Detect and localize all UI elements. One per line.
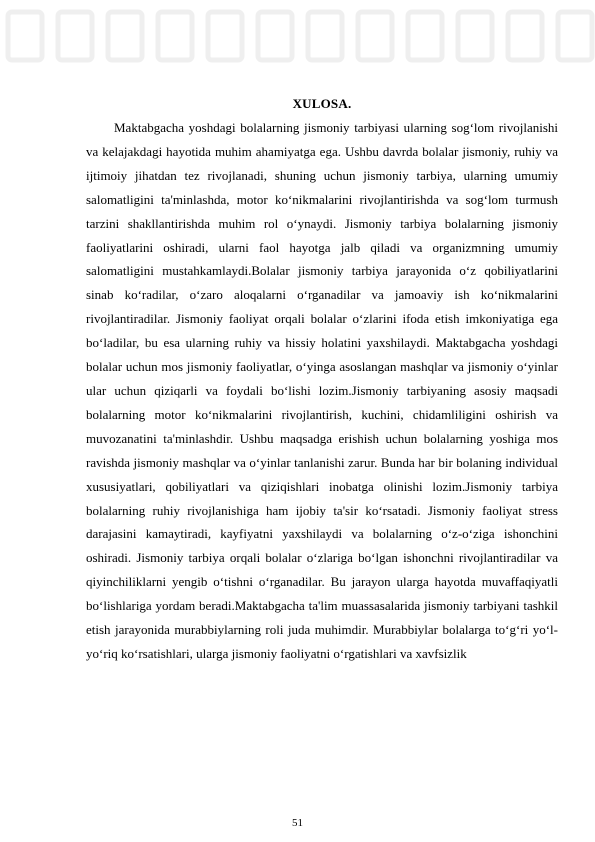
body-paragraph: Maktabgacha yoshdagi bolalarning jismoniy tarbiyasi ularning sog‘lom rivojlanishi va kelajakdagi hayotida muhim ahamiyatga ega. Ushbu davrda bolalar jismoniy, ruhiy va ijtimoiy jihatdan tez rivojlanadi, shuning uchun jismoniy tarbiya, ularning umumiy salomatligini ta'minlashda, motor ko‘nikmalarini rivojlantirishda va sog‘lom turmush tarzini shakllantirishda muhim rol o‘ynaydi. Jismoniy tarbiya bolalarning jismoniy faoliyatlarini oshiradi, ularni faol hayotga jalb qiladi va organizmning umumiy salomatligini mustahkamlaydi.Bolalar jismoniy tarbiya jarayonida o‘z qobiliyatlarini sinab ko‘radilar, o‘zaro aloqalarni o‘rganadilar va jamoaviy ish ko‘nikmalarini rivojlantiradilar. Jismoniy faoliyat orqali bolalar o‘zlarini ifoda etish imkoniyatiga ega bo‘ladilar, bu esa ularning ruhiy va hissiy holatini yaxshilaydi. Maktabgacha yoshdagi bolalar uchun mos jismoniy faoliyatlar, o‘yinga asoslangan mashqlar va jismoniy o‘yinlar ular uchun qiziqarli va foydali bo‘lishi lozim.Jismoniy tarbiyaning asosiy maqsadi bolalarning motor ko‘nikmalarini rivojlantirish, kuchini, chidamliligini oshirish va muvozanatini ta'minlashdir. Ushbu maqsadga erishish uchun bolalarning yoshiga mos ravishda jismoniy mashqlar va o‘yinlar tanlanishi zarur. Bunda har bir bolaning individual xususiyatlari, qobiliyatlari va qiziqishlari inobatga olinishi lozim.Jismoniy tarbiya bolalarning ruhiy rivojlanishiga ham ijobiy ta'sir ko‘rsatadi. Jismoniy faoliyat stress darajasini kamaytiradi, kayfiyatni yaxshilaydi va bolalarning o‘z-o‘ziga ishonchini oshiradi. Jismoniy tarbiya orqali bolalar o‘zlariga bo‘lgan ishonchni rivojlantiradilar va qiyinchiliklarni yengib o‘tishni o‘rganadilar. Bu jarayon ularga hayotda muvaffaqiyatli bo‘lishlariga yordam beradi.Maktabgacha ta'lim muassasalarida jismoniy tarbiyani tashkil etish jarayonida murabbiylarning roli juda muhimdir. Murabbiylar bolalarga to‘g‘ri yo‘l-yo‘riq ko‘rsatishlari, ularga jismoniy faoliyatni o‘rgatishlari va xavfsizlik bbox=[86, 120, 558, 661]
page-number: 51 bbox=[292, 817, 303, 829]
section-title: XULOSA. bbox=[292, 96, 352, 111]
background-watermark bbox=[0, 0, 595, 80]
